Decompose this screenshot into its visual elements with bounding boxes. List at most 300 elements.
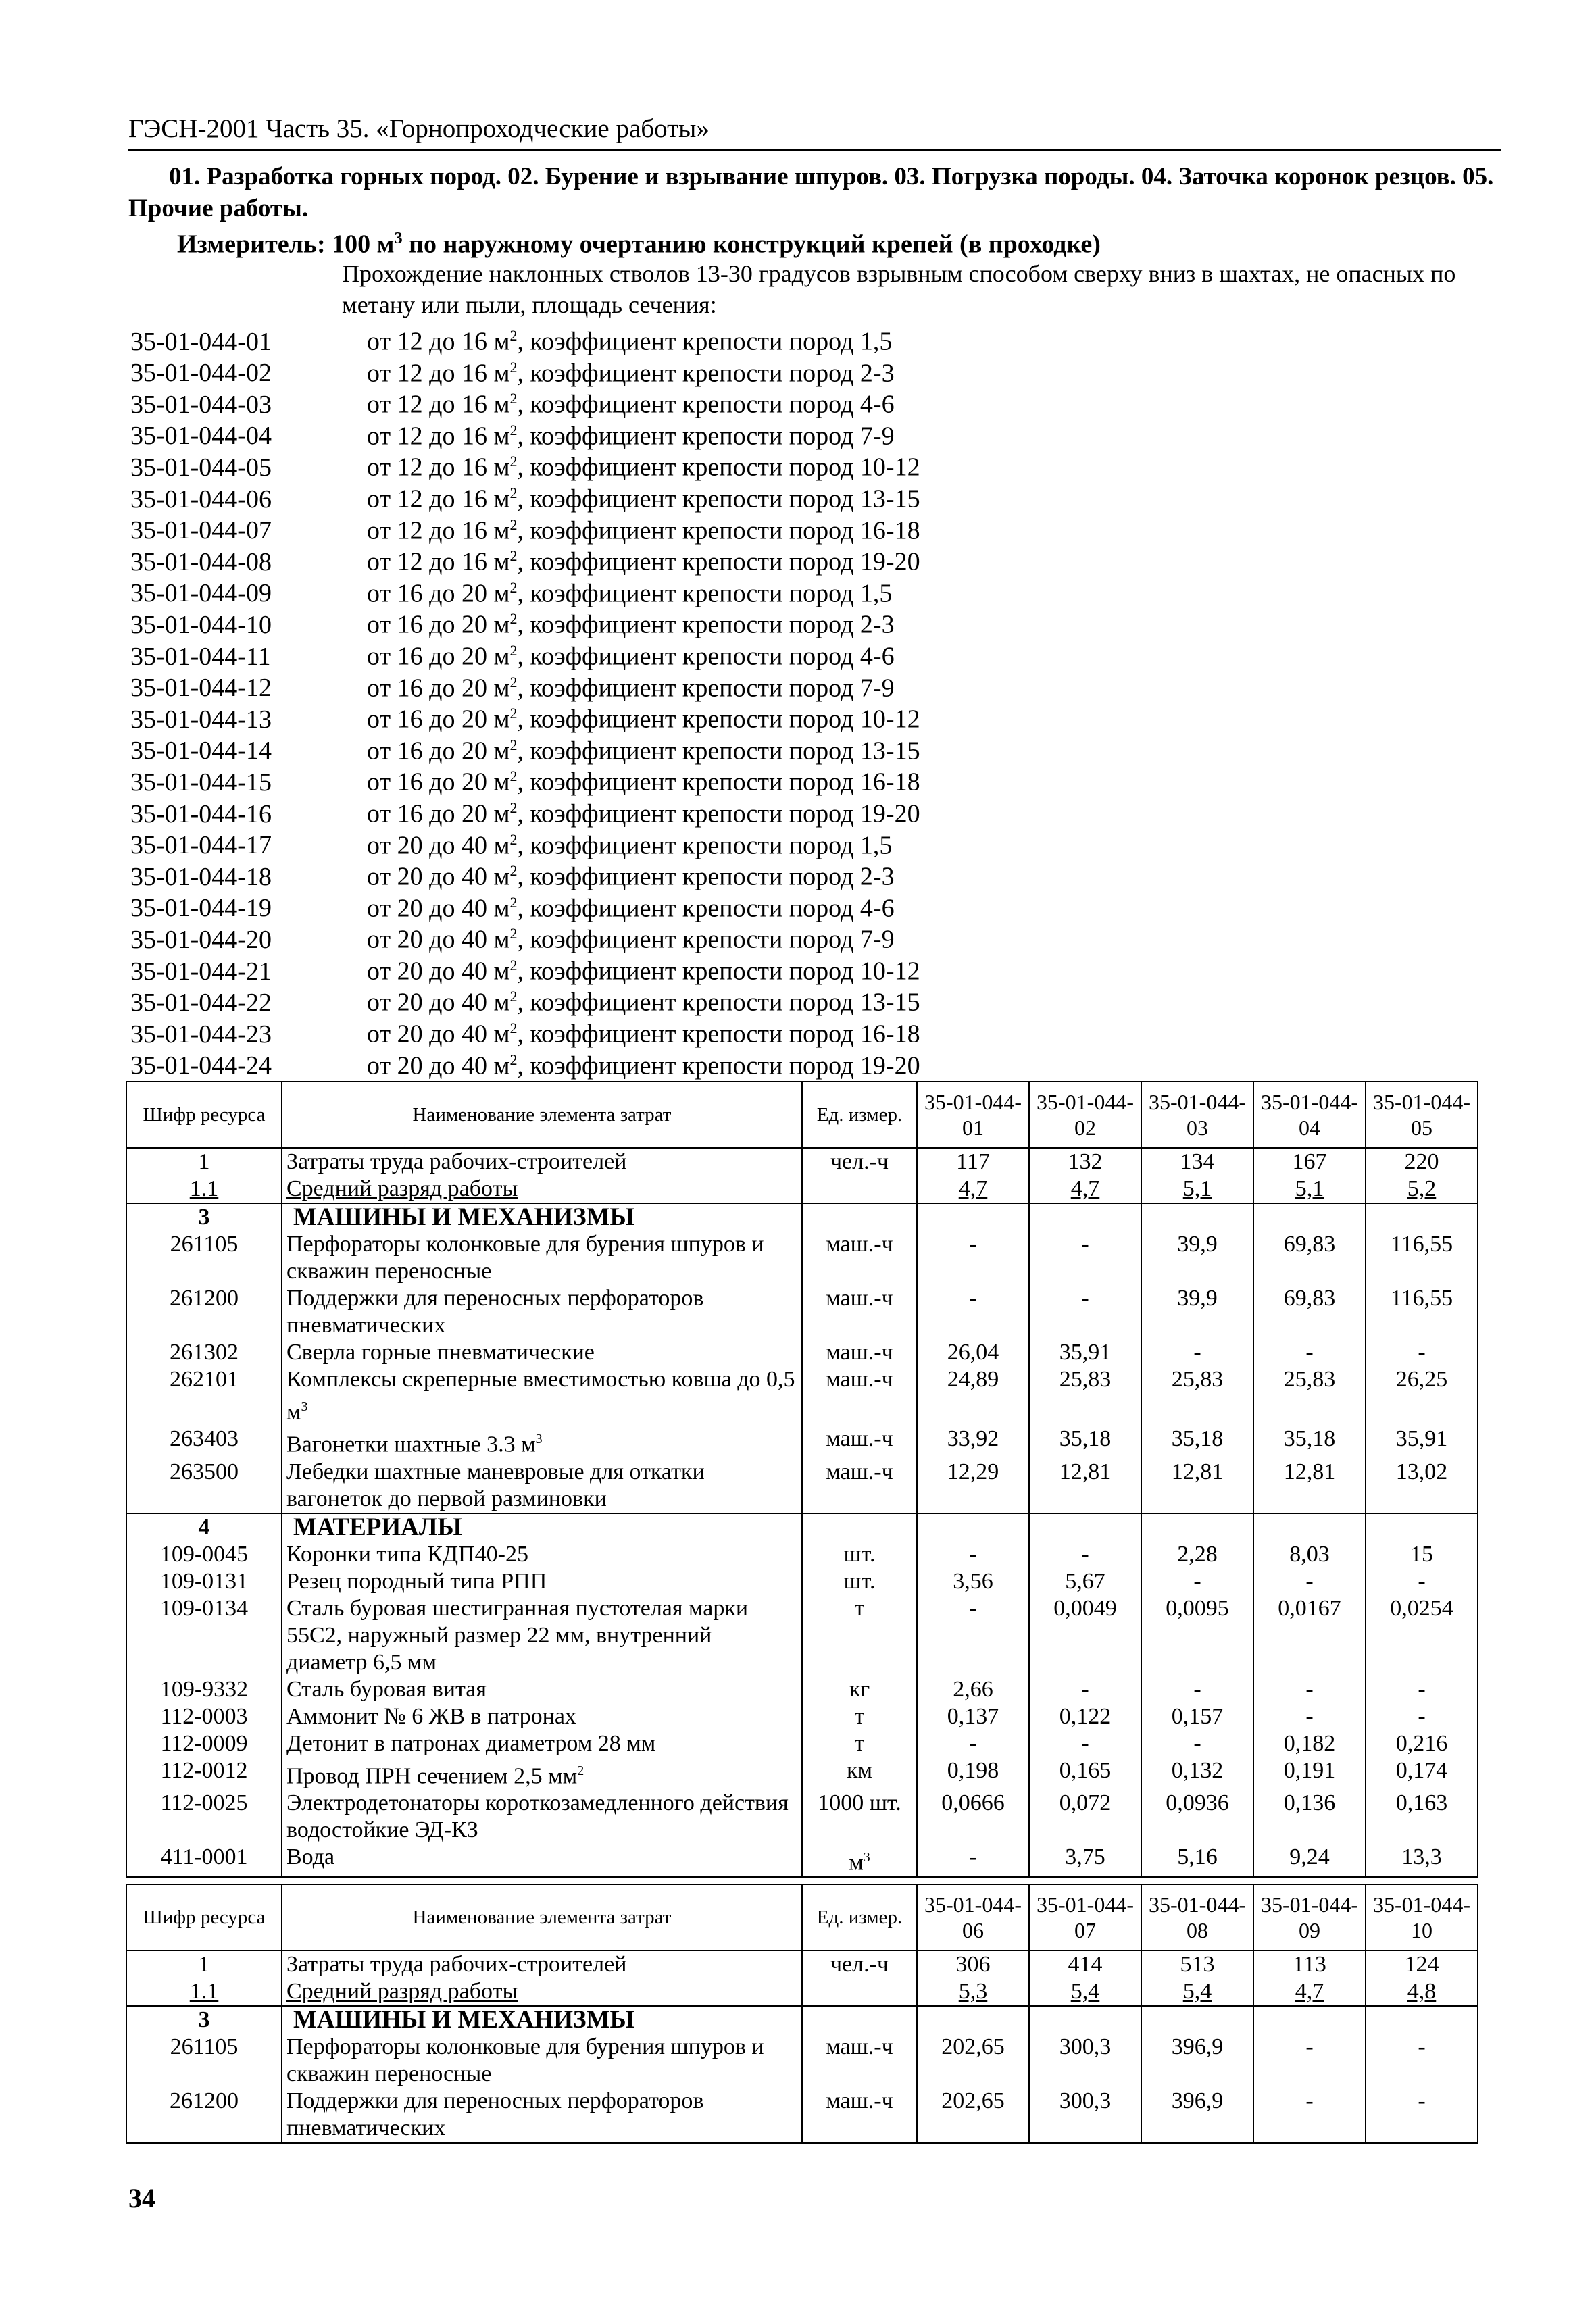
norm-code: 35-01-044-15	[130, 768, 272, 797]
header-code: Шифр ресурса	[126, 1082, 282, 1148]
resource-name	[282, 1790, 802, 1844]
value-cell: 0,163	[1366, 1790, 1478, 1844]
empty-cell	[1029, 1203, 1141, 1231]
value-cell: 0,0167	[1253, 1595, 1366, 1676]
value-cell: 4,7	[917, 1176, 1029, 1203]
value-cell: -	[1253, 1568, 1366, 1595]
group-code: 4	[126, 1513, 282, 1541]
resource-unit	[802, 1568, 917, 1595]
norm-range: от 12 до 16 м	[367, 453, 510, 482]
value-cell: 8,03	[1253, 1541, 1366, 1568]
resource-name-text: Лебедки шахтные маневровые для откатки вагонеток до первой разминовки	[286, 1459, 705, 1511]
norm-code: 35-01-044-18	[130, 862, 272, 891]
table-row	[126, 1951, 1478, 1978]
norm-range: от 16 до 20 м	[367, 674, 510, 703]
value-cell: 5,1	[1253, 1176, 1366, 1203]
resource-unit	[802, 1703, 917, 1730]
norm-row	[130, 603, 1414, 639]
norm-tail: , коэффициент крепости пород 19-20	[517, 547, 920, 576]
norm-sup: 2	[509, 1051, 518, 1068]
norm-sup: 2	[509, 1020, 518, 1037]
resource-name-sup: 3	[301, 1399, 308, 1414]
resource-code: 262101	[126, 1366, 282, 1426]
norm-tail: , коэффициент крепости пород 16-18	[517, 1020, 920, 1049]
resource-unit-text: шт.	[843, 1541, 876, 1567]
value-cell: 5,1	[1141, 1176, 1253, 1203]
value-cell: 300,3	[1029, 2088, 1141, 2143]
resource-unit	[802, 1844, 917, 1878]
norm-sup: 2	[509, 830, 518, 848]
norm-range: от 16 до 20 м	[367, 768, 510, 797]
empty-cell	[1253, 1203, 1366, 1231]
norm-tail: , коэффициент крепости пород 4-6	[517, 390, 895, 419]
value-cell: -	[1141, 1730, 1253, 1757]
resource-unit-text: 1000 шт.	[818, 1790, 901, 1815]
norm-code: 35-01-044-23	[130, 1020, 272, 1049]
norm-tail: , коэффициент крепости пород 2-3	[517, 862, 895, 891]
norm-range: от 16 до 20 м	[367, 799, 510, 828]
norm-tail: , коэффициент крепости пород 16-18	[517, 516, 920, 545]
resource-name-text: Провод ПРН сечением 2,5 мм	[286, 1763, 578, 1788]
norm-row	[130, 793, 1414, 828]
empty-cell	[917, 1203, 1029, 1231]
norm-range: от 16 до 20 м	[367, 611, 510, 639]
value-cell: -	[1029, 1231, 1141, 1285]
norm-row	[130, 824, 1414, 860]
norm-sup: 2	[509, 641, 518, 659]
norm-code: 35-01-044-16	[130, 799, 272, 828]
norm-row	[130, 667, 1414, 703]
norm-range: от 12 до 16 м	[367, 390, 510, 419]
resource-name-text: Комплексы скреперные вместимостью ковша до 0,5 м	[286, 1367, 795, 1425]
value-cell: -	[917, 1595, 1029, 1676]
norm-row	[130, 698, 1414, 734]
norm-row	[130, 981, 1414, 1017]
value-cell: 39,9	[1141, 1231, 1253, 1285]
value-cell: -	[1366, 1676, 1478, 1703]
meter-label: Измеритель:	[177, 230, 326, 259]
norm-code: 35-01-044-10	[130, 611, 272, 639]
norm-sup: 2	[509, 484, 518, 501]
resource-code: 1.1	[126, 1176, 282, 1203]
value-cell: 5,2	[1366, 1176, 1478, 1203]
resource-unit	[802, 1730, 917, 1757]
header-norm-code: 35-01-044-03	[1141, 1082, 1253, 1148]
norm-range: от 12 до 16 м	[367, 422, 510, 451]
table-row	[126, 1676, 1478, 1703]
resource-code: 112-0012	[126, 1757, 282, 1790]
table-row	[126, 2088, 1478, 2143]
table-row	[126, 1790, 1478, 1844]
norm-sup: 2	[509, 862, 518, 880]
norm-row	[130, 950, 1414, 986]
norm-row	[130, 730, 1414, 765]
value-cell: 0,122	[1029, 1703, 1141, 1730]
table-row	[126, 1285, 1478, 1339]
resource-name-text: Резец породный типа РПП	[286, 1568, 547, 1594]
value-cell: 24,89	[917, 1366, 1029, 1426]
resource-code: 411-0001	[126, 1844, 282, 1878]
norm-sup: 2	[509, 925, 518, 942]
resource-unit	[802, 2088, 917, 2143]
norm-row	[130, 509, 1414, 545]
value-cell: 39,9	[1141, 1285, 1253, 1339]
group-code: 3	[126, 2006, 282, 2034]
value-cell: -	[1253, 2088, 1366, 2143]
value-cell: 3,75	[1029, 1844, 1141, 1878]
norm-sup: 2	[509, 515, 518, 533]
table-row	[126, 1148, 1478, 1176]
resource-name	[282, 1459, 802, 1513]
norm-tail: , коэффициент крепости пород 13-15	[517, 484, 920, 513]
value-cell: -	[917, 1285, 1029, 1339]
norm-row	[130, 635, 1414, 671]
norm-code: 35-01-044-07	[130, 516, 272, 545]
norm-code: 35-01-044-06	[130, 484, 272, 513]
resource-unit-text: т	[854, 1595, 865, 1621]
meter-sup: 3	[394, 230, 403, 247]
section-description: Прохождение наклонных стволов 13-30 градусов взрывным способом сверху вниз в шахтах, не опасных по метану или пыли, площадь сечения:	[342, 260, 1456, 318]
table-row	[126, 1459, 1478, 1513]
value-cell: 25,83	[1029, 1366, 1141, 1426]
norm-sup: 2	[509, 799, 518, 816]
value-cell: 134	[1141, 1148, 1253, 1176]
header-norm-code: 35-01-044-04	[1253, 1082, 1366, 1148]
norm-sup: 2	[509, 421, 518, 438]
resource-name-text: Вагонетки шахтные 3.3 м	[286, 1432, 536, 1457]
header-norm-code: 35-01-044-08	[1141, 1884, 1253, 1951]
empty-cell	[802, 1203, 917, 1231]
norms-list	[130, 320, 1414, 1080]
value-cell: 0,0095	[1141, 1595, 1253, 1676]
table-row	[126, 1844, 1478, 1878]
norm-range: от 20 до 40 м	[367, 1051, 510, 1080]
norm-row	[130, 855, 1414, 891]
header-name: Наименование элемента затрат	[282, 1884, 802, 1951]
norm-range: от 20 до 40 м	[367, 925, 510, 954]
norm-tail: , коэффициент крепости пород 13-15	[517, 736, 920, 765]
norm-row	[130, 446, 1414, 482]
value-cell: 0,0049	[1029, 1595, 1141, 1676]
empty-cell	[1141, 2006, 1253, 2034]
table-row	[126, 1231, 1478, 1285]
norm-tail: , коэффициент крепости пород 4-6	[517, 642, 895, 671]
norm-sup: 2	[509, 956, 518, 974]
resource-unit	[802, 1366, 917, 1426]
header-norm-code: 35-01-044-06	[917, 1884, 1029, 1951]
norm-row	[130, 887, 1414, 923]
meter-value: 100 м	[332, 230, 395, 259]
resource-code: 112-0003	[126, 1703, 282, 1730]
resource-name	[282, 1148, 802, 1176]
page-header: ГЭСН-2001 Часть 35. «Горнопроходческие работы»	[128, 114, 1501, 151]
value-cell: 220	[1366, 1148, 1478, 1176]
resource-name-text: Аммонит № 6 ЖВ в патронах	[286, 1703, 576, 1729]
norm-row	[130, 320, 1414, 356]
resource-name	[282, 1703, 802, 1730]
header-norm-code: 35-01-044-07	[1029, 1884, 1141, 1951]
group-row	[126, 1513, 1478, 1541]
resource-name-text: Коронки типа КДП40-25	[286, 1541, 528, 1567]
value-cell: -	[917, 1844, 1029, 1878]
norm-tail: , коэффициент крепости пород 19-20	[517, 1051, 920, 1080]
resource-name	[282, 2088, 802, 2143]
resource-unit	[802, 1595, 917, 1676]
meter-rest: по наружному очертанию конструкций крепей (в проходке)	[402, 230, 1101, 259]
table-row	[126, 1541, 1478, 1568]
resource-unit-text: маш.-ч	[826, 1232, 893, 1257]
header-norm-code: 35-01-044-05	[1366, 1082, 1478, 1148]
norm-code: 35-01-044-12	[130, 674, 272, 703]
resource-unit	[802, 1231, 917, 1285]
resource-name-text: Поддержки для переносных перфораторов пневматических	[286, 2088, 704, 2140]
value-cell: 3,56	[917, 1568, 1029, 1595]
resource-name	[282, 1568, 802, 1595]
norm-sup: 2	[509, 358, 518, 376]
resource-name-text: Затраты труда рабочих-строителей	[286, 1952, 627, 1977]
norm-range: от 16 до 20 м	[367, 579, 510, 608]
value-cell: 0,198	[917, 1757, 1029, 1790]
value-cell: 12,29	[917, 1459, 1029, 1513]
resource-code: 112-0025	[126, 1790, 282, 1844]
value-cell: 300,3	[1029, 2034, 1141, 2088]
value-cell: 0,165	[1029, 1757, 1141, 1790]
norm-code: 35-01-044-13	[130, 705, 272, 734]
value-cell: 69,83	[1253, 1231, 1366, 1285]
norm-sup: 2	[509, 673, 518, 690]
value-cell: 117	[917, 1148, 1029, 1176]
resource-name-text: Детонит в патронах диаметром 28 мм	[286, 1730, 656, 1756]
resource-name-text: Сверла горные пневматические	[286, 1340, 595, 1365]
value-cell: 35,91	[1366, 1426, 1478, 1458]
value-cell: 4,8	[1366, 1978, 1478, 2006]
header-norm-code: 35-01-044-10	[1366, 1884, 1478, 1951]
value-cell: 0,0936	[1141, 1790, 1253, 1844]
norm-sup: 2	[509, 327, 518, 344]
value-cell: 132	[1029, 1148, 1141, 1176]
table-row	[126, 2034, 1478, 2088]
header-unit: Ед. измер.	[802, 1082, 917, 1148]
resource-unit-sup: 3	[863, 1849, 870, 1865]
empty-cell	[1029, 1513, 1141, 1541]
norm-range: от 12 до 16 м	[367, 516, 510, 545]
resource-code: 1.1	[126, 1978, 282, 2006]
group-name: МАШИНЫ И МЕХАНИЗМЫ	[282, 2006, 802, 2034]
resource-code: 109-9332	[126, 1676, 282, 1703]
norm-tail: , коэффициент крепости пород 13-15	[517, 988, 920, 1017]
resource-unit	[802, 1951, 917, 1978]
value-cell: 0,136	[1253, 1790, 1366, 1844]
value-cell: 13,02	[1366, 1459, 1478, 1513]
table-row	[126, 1703, 1478, 1730]
resource-unit-text: чел.-ч	[830, 1952, 889, 1977]
value-cell: 124	[1366, 1951, 1478, 1978]
header-unit: Ед. измер.	[802, 1884, 917, 1951]
empty-cell	[802, 1513, 917, 1541]
value-cell: 13,3	[1366, 1844, 1478, 1878]
norm-range: от 20 до 40 м	[367, 988, 510, 1017]
value-cell: 25,83	[1253, 1366, 1366, 1426]
resource-name	[282, 1366, 802, 1426]
norm-code: 35-01-044-04	[130, 422, 272, 451]
value-cell: -	[917, 1231, 1029, 1285]
norm-sup: 2	[509, 390, 518, 407]
value-cell: 0,0254	[1366, 1595, 1478, 1676]
norm-sup: 2	[509, 453, 518, 470]
value-cell: -	[1366, 1568, 1478, 1595]
value-cell: 113	[1253, 1951, 1366, 1978]
value-cell: 4,7	[1253, 1978, 1366, 2006]
value-cell: 12,81	[1029, 1459, 1141, 1513]
norm-code: 35-01-044-22	[130, 988, 272, 1017]
resource-code: 261302	[126, 1339, 282, 1366]
resource-name-text: Поддержки для переносных перфораторов пневматических	[286, 1286, 704, 1338]
value-cell: -	[917, 1541, 1029, 1568]
empty-cell	[1141, 1513, 1253, 1541]
resource-unit-text: км	[846, 1757, 873, 1783]
value-cell: 25,83	[1141, 1366, 1253, 1426]
resource-name	[282, 1844, 802, 1878]
value-cell: 0,174	[1366, 1757, 1478, 1790]
resource-code: 263500	[126, 1459, 282, 1513]
norm-tail: , коэффициент крепости пород 10-12	[517, 705, 920, 734]
norm-row	[130, 1013, 1414, 1049]
value-cell: 9,24	[1253, 1844, 1366, 1878]
value-cell: 396,9	[1141, 2034, 1253, 2088]
empty-cell	[917, 1513, 1029, 1541]
norm-text	[367, 1045, 920, 1082]
empty-cell	[1029, 2006, 1141, 2034]
resource-unit	[802, 1541, 917, 1568]
value-cell: 2,66	[917, 1676, 1029, 1703]
header-norm-code: 35-01-044-02	[1029, 1082, 1141, 1148]
norm-row	[130, 918, 1414, 954]
norm-code: 35-01-044-17	[130, 831, 272, 860]
resource-code: 261105	[126, 1231, 282, 1285]
norm-sup: 2	[509, 736, 518, 753]
table-row	[126, 1426, 1478, 1458]
value-cell: 5,4	[1029, 1978, 1141, 2006]
norm-sup: 2	[509, 988, 518, 1005]
value-cell: 396,9	[1141, 2088, 1253, 2143]
resource-name-text: Средний разряд работы	[286, 1176, 518, 1201]
resource-name	[282, 1951, 802, 1978]
value-cell: -	[1029, 1676, 1141, 1703]
norm-tail: , коэффициент крепости пород 16-18	[517, 768, 920, 797]
resource-unit	[802, 1459, 917, 1513]
resource-table-1	[126, 1081, 1478, 1878]
value-cell: 202,65	[917, 2034, 1029, 2088]
norm-tail: , коэффициент крепости пород 4-6	[517, 894, 895, 923]
header-code: Шифр ресурса	[126, 1884, 282, 1951]
value-cell: 0,191	[1253, 1757, 1366, 1790]
table-header-row	[126, 1884, 1478, 1951]
resource-code: 261200	[126, 1285, 282, 1339]
norm-tail: , коэффициент крепости пород 7-9	[517, 925, 895, 954]
resource-name	[282, 1676, 802, 1703]
value-cell: 4,7	[1029, 1176, 1141, 1203]
norm-row	[130, 1045, 1414, 1080]
norm-sup: 2	[509, 768, 518, 785]
resource-name	[282, 1595, 802, 1676]
resource-name-sup: 2	[577, 1763, 584, 1778]
resource-name-text: Средний разряд работы	[286, 1979, 518, 2004]
resource-name	[282, 1757, 802, 1790]
value-cell: -	[1253, 1339, 1366, 1366]
value-cell: 0,132	[1141, 1757, 1253, 1790]
resource-name	[282, 1730, 802, 1757]
value-cell: 26,25	[1366, 1366, 1478, 1426]
header-norm-code: 35-01-044-01	[917, 1082, 1029, 1148]
resource-unit	[802, 1148, 917, 1176]
norm-range: от 12 до 16 м	[367, 484, 510, 513]
resource-code: 263403	[126, 1426, 282, 1458]
resource-unit-text: т	[854, 1703, 865, 1729]
resource-unit	[802, 1285, 917, 1339]
resource-name	[282, 1978, 802, 2006]
value-cell: 35,18	[1141, 1426, 1253, 1458]
norm-tail: , коэффициент крепости пород 10-12	[517, 957, 920, 986]
value-cell: 35,18	[1253, 1426, 1366, 1458]
value-cell: 202,65	[917, 2088, 1029, 2143]
norm-range: от 20 до 40 м	[367, 862, 510, 891]
norm-range: от 16 до 20 м	[367, 642, 510, 671]
resource-unit	[802, 2034, 917, 2088]
group-name: МАШИНЫ И МЕХАНИЗМЫ	[282, 1203, 802, 1231]
norm-code: 35-01-044-24	[130, 1051, 272, 1080]
value-cell: 0,157	[1141, 1703, 1253, 1730]
norm-code: 35-01-044-01	[130, 327, 272, 356]
norm-range: от 16 до 20 м	[367, 705, 510, 734]
norm-sup: 2	[509, 893, 518, 911]
empty-cell	[917, 2006, 1029, 2034]
resource-unit-text: кг	[849, 1676, 870, 1702]
value-cell: 15	[1366, 1541, 1478, 1568]
norm-sup: 2	[509, 705, 518, 722]
resource-code: 109-0045	[126, 1541, 282, 1568]
resource-unit-text: маш.-ч	[826, 1286, 893, 1311]
value-cell: 0,182	[1253, 1730, 1366, 1757]
resource-unit	[802, 1676, 917, 1703]
value-cell: 0,216	[1366, 1730, 1478, 1757]
empty-cell	[1253, 1513, 1366, 1541]
resource-name-text: Затраты труда рабочих-строителей	[286, 1149, 627, 1174]
resource-unit	[802, 1176, 917, 1203]
norm-tail: , коэффициент крепости пород 19-20	[517, 799, 920, 828]
header-norm-code: 35-01-044-09	[1253, 1884, 1366, 1951]
resource-name-text: Сталь буровая шестигранная пустотелая марки 55С2, наружный размер 22 мм, внутренний диаметр 6,5 мм	[286, 1595, 749, 1675]
intro-text: 01. Разработка горных пород. 02. Бурение и взрывание шпуров. 03. Погрузка породы. 04. Заточка коронок резцов. 05. Прочие работы.	[128, 163, 1494, 222]
resource-name-text: Перфораторы колонковые для бурения шпуров и скважин переносные	[286, 1232, 764, 1284]
norm-range: от 20 до 40 м	[367, 1020, 510, 1049]
resource-unit	[802, 1339, 917, 1366]
value-cell: 5,67	[1029, 1568, 1141, 1595]
norm-row	[130, 540, 1414, 576]
norm-sup: 2	[509, 610, 518, 628]
resource-name	[282, 1339, 802, 1366]
group-row	[126, 2006, 1478, 2034]
resource-unit-text: маш.-ч	[826, 1367, 893, 1392]
resource-name-text: Сталь буровая витая	[286, 1676, 487, 1702]
value-cell: -	[1029, 1541, 1141, 1568]
value-cell: 513	[1141, 1951, 1253, 1978]
empty-cell	[1366, 1203, 1478, 1231]
resource-code: 261200	[126, 2088, 282, 2143]
resource-unit	[802, 1790, 917, 1844]
group-row	[126, 1203, 1478, 1231]
resource-unit-text: т	[854, 1730, 865, 1756]
value-cell: 167	[1253, 1148, 1366, 1176]
